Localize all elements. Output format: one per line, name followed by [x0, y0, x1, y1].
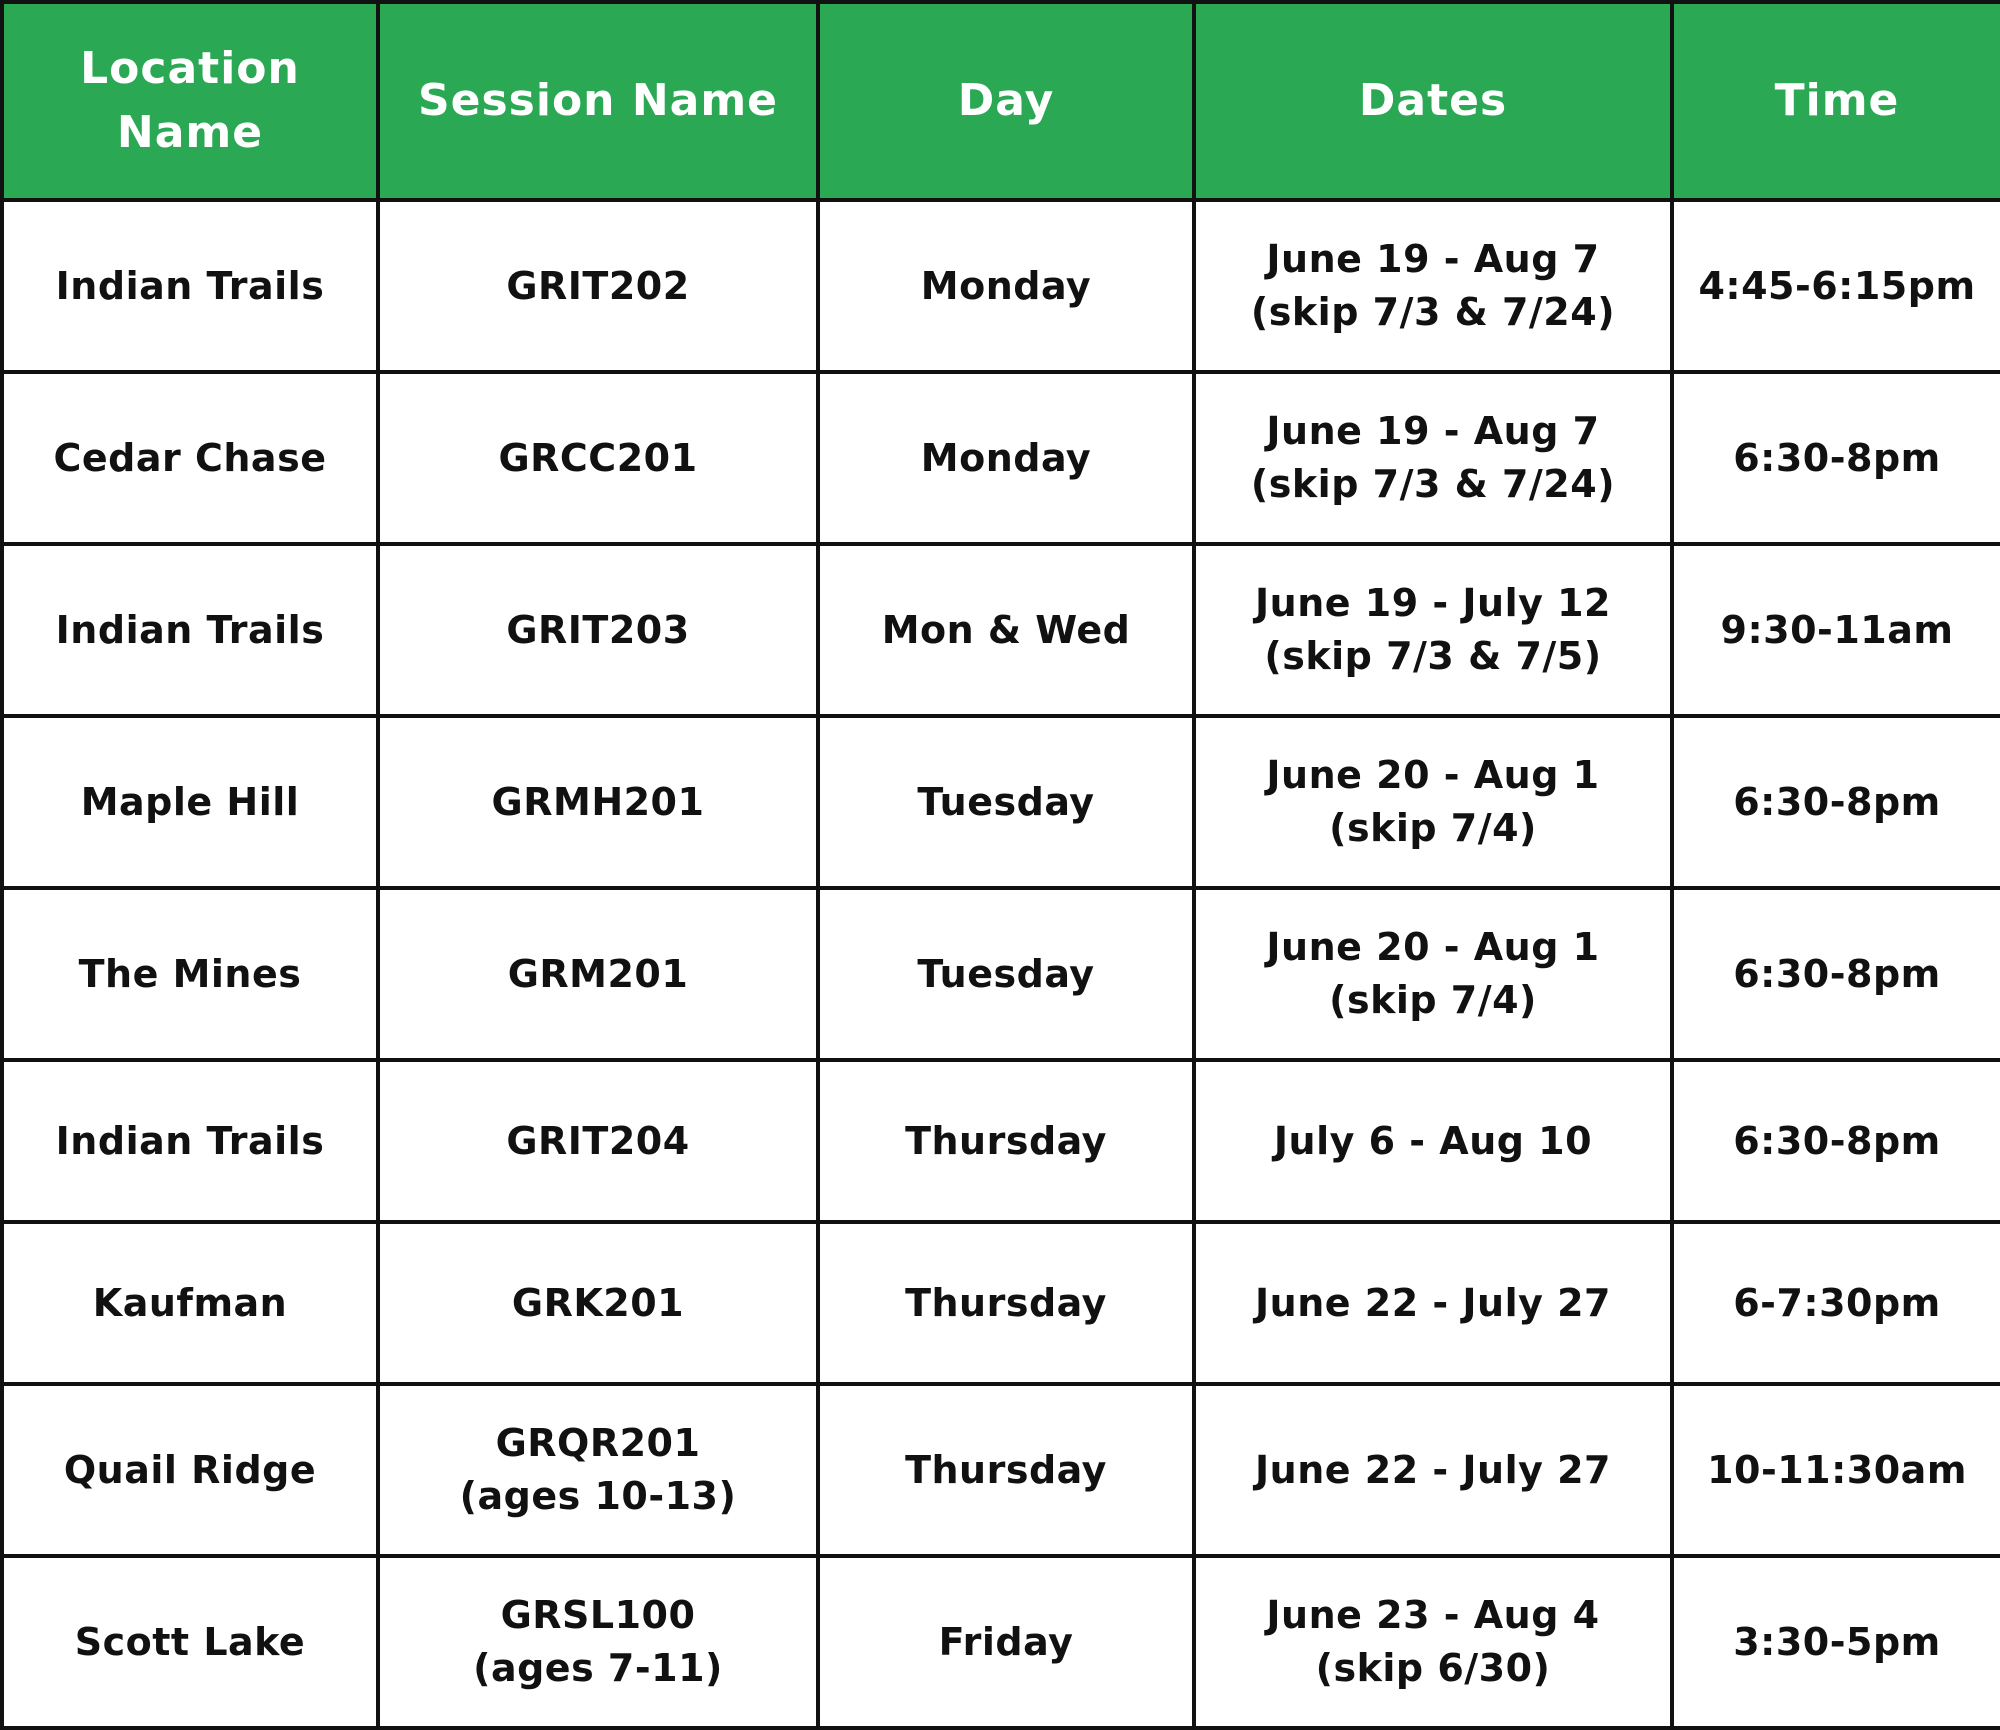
cell-session: GRMH201	[378, 716, 818, 888]
header-day: Day	[818, 2, 1194, 200]
cell-location: Scott Lake	[2, 1556, 378, 1728]
cell-time: 6:30-8pm	[1672, 888, 2000, 1060]
cell-dates: June 19 - July 12 (skip 7/3 & 7/5)	[1194, 544, 1672, 716]
cell-day: Mon & Wed	[818, 544, 1194, 716]
cell-day: Monday	[818, 200, 1194, 372]
cell-session: GRCC201	[378, 372, 818, 544]
cell-location: Cedar Chase	[2, 372, 378, 544]
table-body	[2, 200, 2000, 1728]
cell-session: GRIT204	[378, 1060, 818, 1222]
cell-location: Indian Trails	[2, 1060, 378, 1222]
cell-session: GRK201	[378, 1222, 818, 1384]
table-row	[2, 1556, 2000, 1728]
cell-time: 9:30-11am	[1672, 544, 2000, 716]
table-row	[2, 544, 2000, 716]
cell-time: 6:30-8pm	[1672, 1060, 2000, 1222]
cell-dates: June 20 - Aug 1 (skip 7/4)	[1194, 716, 1672, 888]
table-row	[2, 1222, 2000, 1384]
cell-session: GRIT202	[378, 200, 818, 372]
cell-day: Tuesday	[818, 716, 1194, 888]
header-dates: Dates	[1194, 2, 1672, 200]
cell-dates: June 19 - Aug 7 (skip 7/3 & 7/24)	[1194, 200, 1672, 372]
cell-session: GRM201	[378, 888, 818, 1060]
cell-session: GRIT203	[378, 544, 818, 716]
cell-time: 4:45-6:15pm	[1672, 200, 2000, 372]
table-row	[2, 372, 2000, 544]
table-row	[2, 200, 2000, 372]
cell-location: The Mines	[2, 888, 378, 1060]
cell-time: 6:30-8pm	[1672, 716, 2000, 888]
cell-dates: June 23 - Aug 4 (skip 6/30)	[1194, 1556, 1672, 1728]
cell-dates: July 6 - Aug 10	[1194, 1060, 1672, 1222]
cell-dates: June 19 - Aug 7 (skip 7/3 & 7/24)	[1194, 372, 1672, 544]
cell-day: Thursday	[818, 1384, 1194, 1556]
cell-day: Tuesday	[818, 888, 1194, 1060]
cell-time: 6-7:30pm	[1672, 1222, 2000, 1384]
header-location-name: Location Name	[2, 2, 378, 200]
table-row	[2, 716, 2000, 888]
cell-time: 6:30-8pm	[1672, 372, 2000, 544]
cell-day: Friday	[818, 1556, 1194, 1728]
cell-day: Thursday	[818, 1060, 1194, 1222]
cell-dates: June 22 - July 27	[1194, 1222, 1672, 1384]
table-row	[2, 1384, 2000, 1556]
cell-session: GRSL100 (ages 7-11)	[378, 1556, 818, 1728]
table-row	[2, 888, 2000, 1060]
cell-dates: June 22 - July 27	[1194, 1384, 1672, 1556]
table-row	[2, 1060, 2000, 1222]
cell-time: 10-11:30am	[1672, 1384, 2000, 1556]
cell-day: Thursday	[818, 1222, 1194, 1384]
header-row	[2, 2, 2000, 200]
cell-dates: June 20 - Aug 1 (skip 7/4)	[1194, 888, 1672, 1060]
cell-day: Monday	[818, 372, 1194, 544]
cell-time: 3:30-5pm	[1672, 1556, 2000, 1728]
cell-location: Indian Trails	[2, 200, 378, 372]
table-header	[2, 2, 2000, 200]
header-session-name: Session Name	[378, 2, 818, 200]
cell-location: Quail Ridge	[2, 1384, 378, 1556]
cell-session: GRQR201 (ages 10-13)	[378, 1384, 818, 1556]
header-time: Time	[1672, 2, 2000, 200]
cell-location: Kaufman	[2, 1222, 378, 1384]
cell-location: Indian Trails	[2, 544, 378, 716]
cell-location: Maple Hill	[2, 716, 378, 888]
